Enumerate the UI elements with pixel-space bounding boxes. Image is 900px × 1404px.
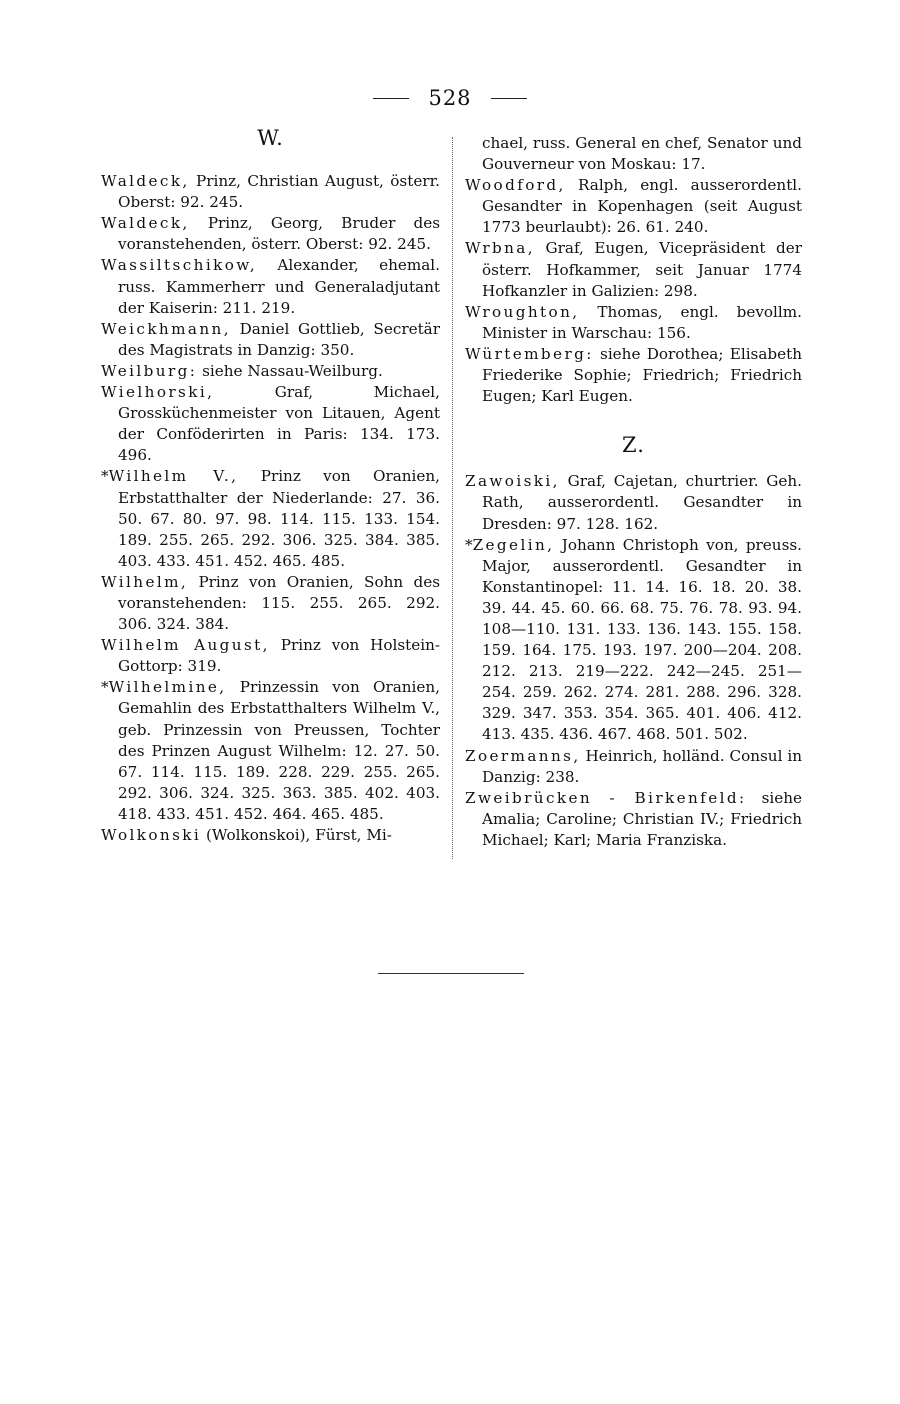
entry-text: siehe Nassau-Weilburg. — [197, 361, 383, 380]
entry-text: Ralph, engl. ausserordentl. Gesandter in Kopenhagen (seit August 1773 beurlaubt): 26. 61. 240. — [482, 176, 802, 237]
section-heading-w: W. — [257, 126, 284, 150]
index-entry — [101, 319, 440, 361]
entry-text: Graf, Eugen, Vicepräsident der österr. Hofkammer, seit Januar 1774 Hofkanzler in Galizien: 298. — [482, 239, 802, 300]
right-column — [465, 133, 802, 851]
entry-text: Prinz von Holstein-Gottorp: 319. — [118, 636, 440, 676]
entry-text: Johann Christoph von, preuss. Major, ausserordentl. Gesandter in Konstantinopel: 11. 14. 16. 18. 20. 38. 39. 44. 45. 60. 66. 68. 75. 76. 78. 93. 94. 108—110. 131. 133. 136. 143. 155. 158. 159. 164. 175. 193. 197. 200—204. 208. 212. 213. 219—222. 242—245. 251—254. 259. 262. 274. 281. 288. 296. 328. 329. 347. 353. 354. 365. 401. 406. 412. 413. 435. 436. 467. 468. 501. 502. — [482, 535, 802, 744]
entry-text: Prinz von Oranien, Erbstatthalter der Niederlande: 27. 36. 50. 67. 80. 97. 98. 114. 115. 133. 154. 189. 255. 265. 292. 306. 325. 384. 385. 403. 433. 451. 452. 465. 485. — [118, 467, 441, 570]
entry-text: siehe Amalia; Caroline; Christian IV.; Friedrich Michael; Karl; Maria Franziska. — [482, 788, 802, 849]
index-entry — [101, 677, 440, 825]
left-column — [101, 128, 440, 846]
column-divider — [452, 137, 453, 859]
index-entry — [465, 746, 802, 788]
index-entry — [101, 825, 440, 846]
entry-text: Graf, Michael, Grossküchenmeister von Litauen, Agent der Conföderirten in Paris: 134. 173. 496. — [118, 383, 440, 465]
entry-text: Prinz von Oranien, Sohn des voranstehenden: 115. 255. 265. 292. 306. 324. 384. — [118, 572, 440, 634]
index-entry — [101, 382, 440, 466]
entry-name: Wielhorski, — [101, 383, 215, 402]
entry-name: Wilhelmine, — [108, 678, 227, 697]
index-entry — [101, 361, 440, 382]
entry-text: Prinz, Georg, Bruder des voranstehenden, österr. Oberst: 92. 245. — [118, 214, 440, 254]
entry-name: Weilburg: — [101, 361, 198, 380]
entry-text: Graf, Cajetan, churtrier. Geh. Rath, ausserordentl. Gesandter in Dresden: 97. 128. 162. — [482, 472, 802, 533]
entry-name: Waldeck, — [101, 172, 190, 191]
entry-text: Thomas, engl. bevollm. Minister in Warschau: 156. — [482, 302, 802, 342]
index-entry — [465, 238, 802, 301]
entry-text: Heinrich, holländ. Consul in Danzig: 238. — [482, 746, 802, 786]
entry-name: Weickhmann, — [101, 319, 231, 338]
index-entry — [101, 171, 440, 213]
header-rule-right — [491, 98, 527, 99]
entry-name: Zoermanns, — [465, 746, 581, 765]
index-entry — [101, 213, 440, 255]
entry-name: Wolkonski — [101, 826, 202, 844]
entry-name: Wilhelm August, — [101, 636, 270, 655]
entry-text: Prinz, Christian August, österr. Oberst: 92. 245. — [118, 172, 440, 212]
index-entry — [465, 344, 802, 407]
entry-name: Zweibrücken - Birkenfeld: — [465, 788, 747, 807]
page-header — [0, 86, 900, 116]
index-entry — [465, 471, 802, 534]
entry-star: * — [465, 535, 473, 554]
entry-name: Wilhelm, — [101, 572, 189, 591]
index-entry — [101, 255, 440, 318]
header-rule-left — [373, 98, 409, 99]
index-entry — [101, 572, 440, 635]
entry-name: Zawoiski, — [465, 472, 560, 491]
entry-name: Wilhelm V., — [108, 467, 239, 486]
entry-name: Würtemberg: — [465, 344, 594, 363]
index-entry — [101, 466, 440, 571]
entry-text: (Wolkonskoi), Fürst, Mi- — [201, 826, 392, 844]
entry-name: Wrbna, — [465, 239, 535, 258]
entry-name: Zegelin, — [472, 535, 555, 554]
end-rule — [378, 973, 524, 974]
index-entry — [465, 175, 802, 238]
page-number: 528 — [428, 86, 472, 110]
entry-text: Alexander, ehemal. russ. Kammerherr und Generaladjutant der Kaiserin: 211. 219. — [118, 256, 440, 317]
entry-star: * — [101, 678, 109, 697]
entry-name: Waldeck, — [101, 214, 190, 233]
index-entry — [101, 635, 440, 677]
entry-star: * — [101, 467, 109, 486]
entry-name: Wassiltschikow, — [101, 256, 258, 275]
index-entry — [465, 788, 802, 851]
entry-name: Wroughton, — [465, 302, 580, 321]
entry-continuation: chael, russ. General en chef, Senator und Gouverneur von Moskau: 17. — [482, 134, 802, 174]
section-heading-z: Z. — [622, 433, 645, 458]
entry-text: siehe Dorothea; Elisabeth Friederike Sophie; Friedrich; Friedrich Eugen; Karl Eugen. — [482, 344, 802, 406]
index-entry — [465, 302, 802, 344]
entry-name: Woodford, — [465, 176, 566, 195]
entry-text: Prinzessin von Oranien, Gemahlin des Erbstatthalters Wilhelm V., geb. Prinzessin von Preussen, Tochter des Prinzen August Wilhelm: 12. 27. 50. 67. 114. 115. 189. 228. 229. 255. 265. 292. 306. 324. 325. 363. 385. 402. 403. 418. 433. 451. 452. 464. 465. 485. — [118, 678, 440, 823]
index-entry — [465, 535, 802, 746]
entry-text: Daniel Gottlieb, Secretär des Magistrats in Danzig: 350. — [118, 319, 440, 359]
